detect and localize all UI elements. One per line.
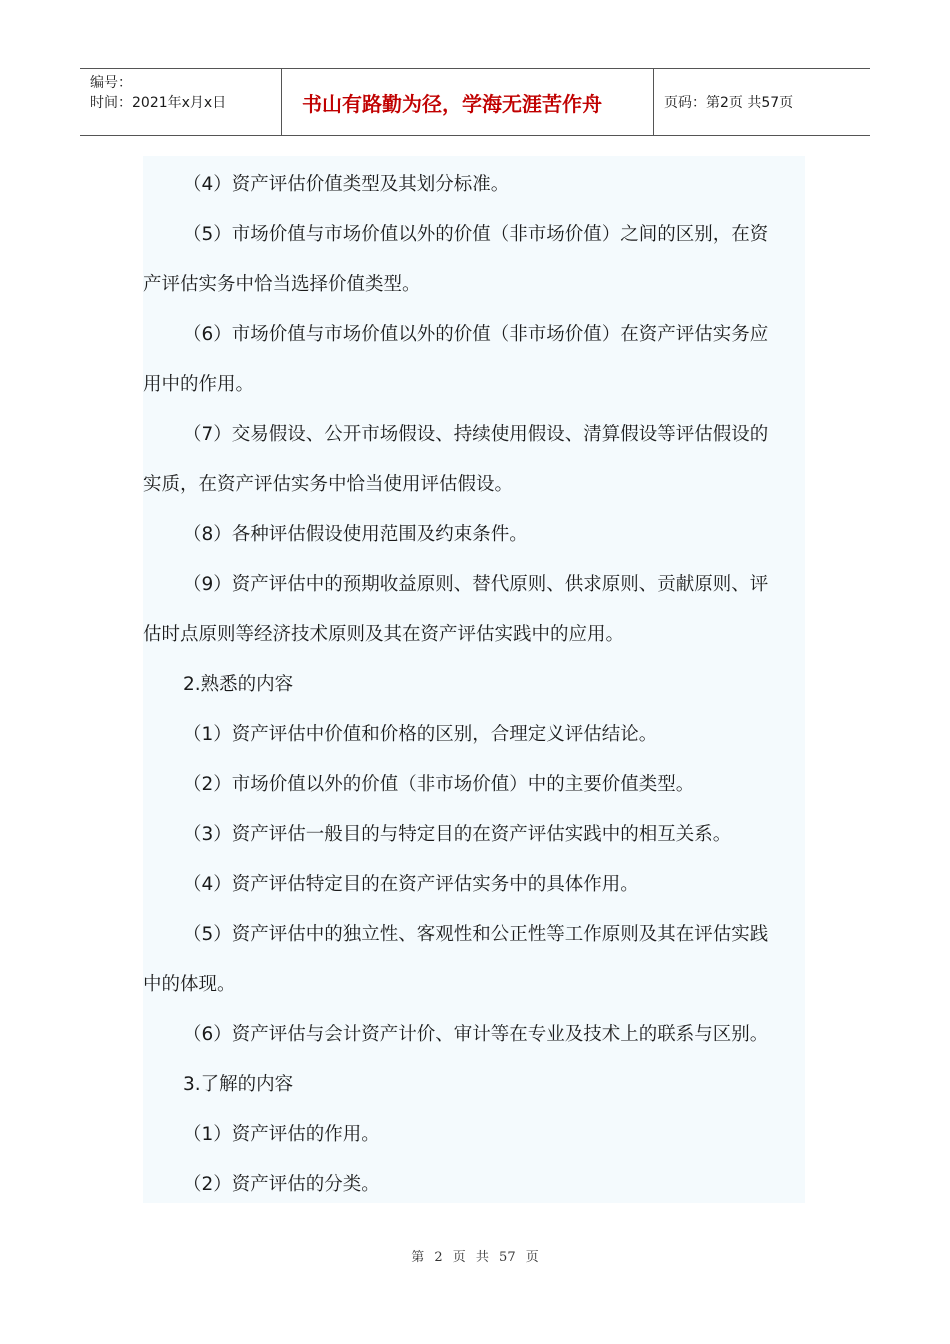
text-line: （2）资产评估的分类。: [183, 1174, 380, 1195]
header-meta: [80, 69, 282, 135]
document-body: [143, 156, 805, 1203]
text-line: （9）资产评估中的预期收益原则、替代原则、供求原则、贡献原则、评: [183, 574, 769, 595]
text-line: （1）资产评估的作用。: [183, 1124, 380, 1145]
text-line: （6）市场价值与市场价值以外的价值（非市场价值）在资产评估实务应: [183, 324, 769, 345]
header-motto: 书山有路勤为径，学海无涯苦作舟: [282, 69, 654, 135]
text-line: （1）资产评估中价值和价格的区别，合理定义评估结论。: [183, 724, 658, 745]
text-line: 实质，在资产评估实务中恰当使用评估假设。: [143, 474, 514, 495]
text-line: 估时点原则等经济技术原则及其在资产评估实践中的应用。: [143, 624, 625, 645]
text-line: 产评估实务中恰当选择价值类型。: [143, 274, 421, 295]
section-heading: 2.熟悉的内容: [183, 674, 294, 695]
text-line: 中的体现。: [143, 974, 236, 995]
text-line: 用中的作用。: [143, 374, 255, 395]
number-label: 编号：: [90, 75, 132, 91]
header-page-info: 页码：第2页 共57页: [664, 95, 794, 111]
text-line: （5）资产评估中的独立性、客观性和公正性等工作原则及其在评估实践: [183, 924, 769, 945]
text-line: （4）资产评估特定目的在资产评估实务中的具体作用。: [183, 874, 639, 895]
section-heading: 3.了解的内容: [183, 1074, 294, 1095]
text-line: （6）资产评估与会计资产计价、审计等在专业及技术上的联系与区别。: [183, 1024, 769, 1045]
time-label: 时间：2021年x月x日: [90, 95, 227, 111]
text-line: （8）各种评估假设使用范围及约束条件。: [183, 524, 528, 545]
text-line: （2）市场价值以外的价值（非市场价值）中的主要价值类型。: [183, 774, 695, 795]
text-line: （5）市场价值与市场价值以外的价值（非市场价值）之间的区别，在资: [183, 224, 769, 245]
text-line: （3）资产评估一般目的与特定目的在资产评估实践中的相互关系。: [183, 824, 732, 845]
text-line: （7）交易假设、公开市场假设、持续使用假设、清算假设等评估假设的: [183, 424, 769, 445]
page-footer: 第 2 页 共 57 页: [411, 1250, 539, 1265]
text-line: （4）资产评估价值类型及其划分标准。: [183, 174, 510, 195]
page-header: [80, 68, 870, 136]
